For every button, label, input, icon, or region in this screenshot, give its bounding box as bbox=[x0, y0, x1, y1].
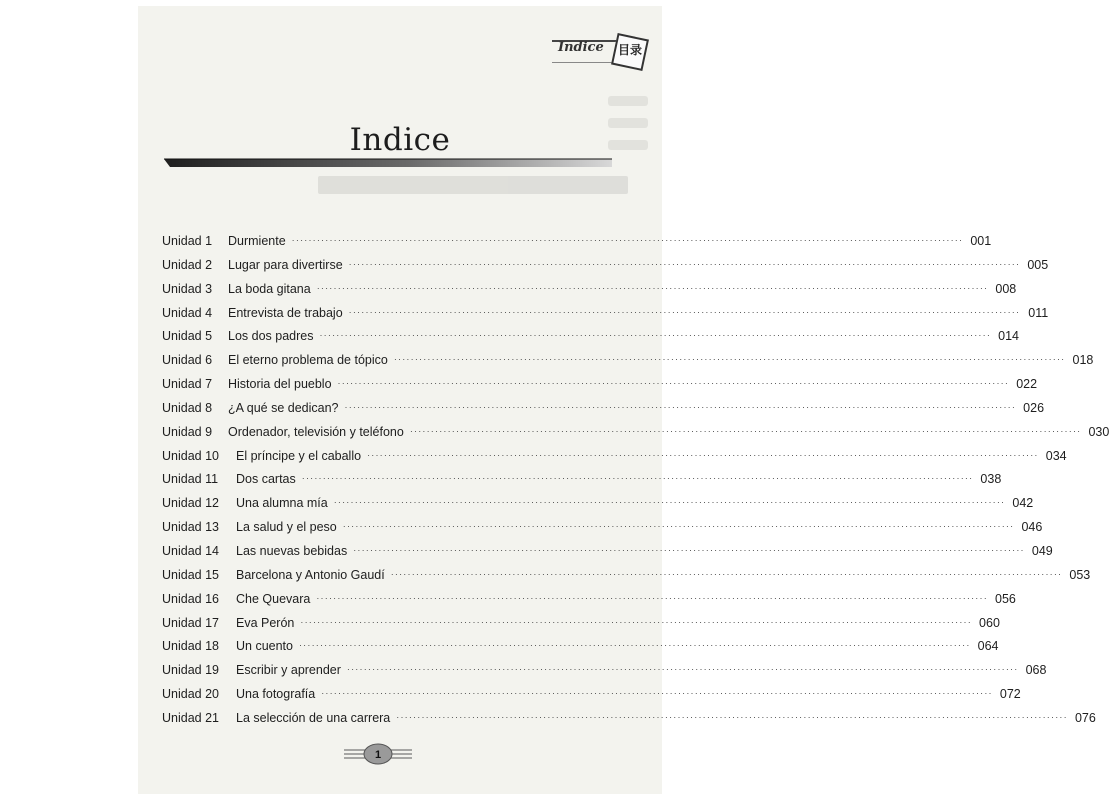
toc-unit-label: Unidad 6 bbox=[162, 353, 213, 368]
toc-dot-leader: ································································································································································ bbox=[300, 616, 972, 627]
toc-row bbox=[162, 516, 1043, 540]
toc-unit-label: Unidad 3 bbox=[162, 281, 213, 296]
toc-page-number: 014 bbox=[998, 329, 1020, 344]
toc-page-number: 038 bbox=[980, 472, 1002, 487]
toc-title: Lugar para divertirse bbox=[228, 257, 343, 272]
toc-page-number: 005 bbox=[1027, 257, 1049, 272]
toc-title: Ordenador, televisión y teléfono bbox=[228, 424, 404, 439]
toc-page-number: 076 bbox=[1074, 710, 1096, 725]
toc-row bbox=[162, 302, 1049, 326]
toc-title: Historia del pueblo bbox=[228, 377, 332, 392]
page-number-ornament bbox=[342, 742, 414, 766]
toc-row bbox=[162, 588, 1016, 612]
toc-row bbox=[162, 468, 1002, 492]
toc-row bbox=[162, 635, 999, 659]
toc-title: Barcelona y Antonio Gaudí bbox=[236, 567, 385, 582]
toc-unit-label: Unidad 20 bbox=[162, 687, 219, 702]
toc-dot-leader: ································································································································································ bbox=[393, 354, 1066, 365]
toc-row bbox=[162, 659, 1047, 683]
header-chinese-label: 目录 bbox=[617, 43, 642, 57]
toc-title: Dos cartas bbox=[236, 472, 296, 487]
toc-row bbox=[162, 445, 1067, 469]
toc-page-number: 042 bbox=[1012, 496, 1034, 511]
toc-unit-label: Unidad 17 bbox=[162, 615, 219, 630]
toc-title: Durmiente bbox=[228, 234, 286, 248]
toc-page-number: 053 bbox=[1069, 567, 1091, 582]
toc-dot-leader: ································································································································································ bbox=[298, 640, 971, 651]
toc-row bbox=[162, 492, 1034, 516]
toc-title: Un cuento bbox=[236, 639, 293, 654]
toc-dot-leader: ································································································································································ bbox=[353, 544, 1025, 555]
toc-row bbox=[162, 373, 1038, 397]
toc-dot-leader: ································································································································································ bbox=[301, 473, 974, 484]
toc-title: El príncipe y el caballo bbox=[236, 448, 362, 463]
toc-page-number: 049 bbox=[1031, 543, 1053, 558]
toc-unit-label: Unidad 1 bbox=[162, 234, 213, 248]
toc-dot-leader: ································································································································································ bbox=[396, 711, 1068, 722]
toc-title: ¿A qué se dedican? bbox=[228, 400, 339, 415]
toc-unit-label: Unidad 5 bbox=[162, 329, 213, 344]
toc-unit-label: Unidad 4 bbox=[162, 305, 213, 320]
toc-unit-label: Unidad 13 bbox=[162, 520, 219, 535]
toc-unit-label: Unidad 2 bbox=[162, 257, 213, 272]
toc-dot-leader: ································································································································································ bbox=[316, 282, 989, 293]
toc-dot-leader: ································································································································································ bbox=[344, 401, 1017, 412]
toc-unit-label: Unidad 14 bbox=[162, 543, 219, 558]
page-number: 1 bbox=[374, 749, 382, 761]
toc-row bbox=[162, 540, 1053, 564]
toc-dot-leader: ································································································································································ bbox=[346, 664, 1019, 675]
toc-title: Una fotografía bbox=[236, 687, 316, 702]
toc-dot-leader: ································································································································································ bbox=[319, 330, 992, 341]
toc-row bbox=[162, 421, 1109, 445]
toc-dot-leader: ································································································································································ bbox=[390, 568, 1063, 579]
toc-row bbox=[162, 707, 1096, 731]
toc-unit-label: Unidad 16 bbox=[162, 591, 219, 606]
toc-dot-leader: ································································································································································ bbox=[348, 258, 1021, 269]
toc-dot-leader: ································································································································································ bbox=[337, 378, 1010, 389]
toc-title: Las nuevas bebidas bbox=[236, 543, 348, 558]
toc-page-number: 011 bbox=[1028, 305, 1049, 320]
toc-unit-label: Unidad 7 bbox=[162, 377, 213, 392]
toc-unit-label: Unidad 19 bbox=[162, 663, 219, 678]
toc-unit-label: Unidad 12 bbox=[162, 496, 219, 511]
toc-page-number: 034 bbox=[1045, 448, 1067, 463]
toc-dot-leader: ································································································································································ bbox=[333, 497, 1006, 508]
toc-row bbox=[162, 254, 1049, 278]
toc-title: Escribir y aprender bbox=[236, 663, 341, 678]
toc-page-number: 026 bbox=[1023, 400, 1045, 415]
toc-unit-label: Unidad 9 bbox=[162, 424, 213, 439]
toc-dot-leader: ································································································································································ bbox=[321, 688, 993, 699]
toc-row bbox=[162, 349, 1094, 373]
toc-page-number: 030 bbox=[1088, 424, 1109, 439]
toc-page-number: 001 bbox=[970, 234, 992, 248]
page-title: Indice bbox=[349, 122, 451, 158]
toc-dot-leader: ································································································································································ bbox=[348, 306, 1021, 317]
header-section-label: Indice bbox=[558, 40, 604, 55]
toc-page-number: 046 bbox=[1021, 520, 1043, 535]
title-rule bbox=[164, 157, 612, 169]
toc-page-number: 008 bbox=[995, 281, 1017, 296]
toc-title: Che Quevara bbox=[236, 591, 311, 606]
toc-page-number: 018 bbox=[1072, 353, 1094, 368]
toc-unit-label: Unidad 11 bbox=[162, 472, 219, 487]
running-header bbox=[552, 30, 646, 66]
toc-page-number: 056 bbox=[995, 591, 1016, 606]
toc-dot-leader: ································································································································································ bbox=[291, 235, 964, 245]
toc-row bbox=[162, 397, 1045, 421]
toc-row bbox=[162, 612, 1000, 636]
toc-title: Eva Perón bbox=[236, 615, 295, 630]
toc-page-number: 060 bbox=[979, 615, 1000, 630]
toc-unit-label: Unidad 8 bbox=[162, 400, 213, 415]
toc-title: La boda gitana bbox=[228, 281, 311, 296]
toc-title: La salud y el peso bbox=[236, 520, 337, 535]
toc-page-number: 068 bbox=[1025, 663, 1047, 678]
toc-row bbox=[162, 230, 992, 254]
toc-unit-label: Unidad 21 bbox=[162, 710, 219, 725]
toc-dot-leader: ································································································································································ bbox=[316, 592, 988, 603]
toc-title: La selección de una carrera bbox=[236, 710, 391, 725]
toc-title: El eterno problema de tópico bbox=[228, 353, 388, 368]
toc-dot-leader: ································································································································································ bbox=[367, 449, 1039, 460]
table-of-contents bbox=[162, 230, 1109, 731]
book-page bbox=[138, 6, 1109, 794]
toc-page-number: 064 bbox=[977, 639, 999, 654]
toc-row bbox=[162, 683, 1021, 707]
toc-unit-label: Unidad 15 bbox=[162, 567, 219, 582]
toc-row bbox=[162, 564, 1091, 588]
toc-title: Entrevista de trabajo bbox=[228, 305, 343, 320]
toc-unit-label: Unidad 18 bbox=[162, 639, 219, 654]
toc-dot-leader: ································································································································································ bbox=[342, 521, 1015, 532]
toc-dot-leader: ································································································································································ bbox=[409, 425, 1082, 436]
toc-page-number: 072 bbox=[999, 687, 1021, 702]
toc-page-number: 022 bbox=[1016, 377, 1038, 392]
toc-row bbox=[162, 278, 1017, 302]
toc-row bbox=[162, 325, 1020, 349]
toc-unit-label: Unidad 10 bbox=[162, 448, 219, 463]
toc-title: Una alumna mía bbox=[236, 496, 328, 511]
toc-title: Los dos padres bbox=[228, 329, 314, 344]
